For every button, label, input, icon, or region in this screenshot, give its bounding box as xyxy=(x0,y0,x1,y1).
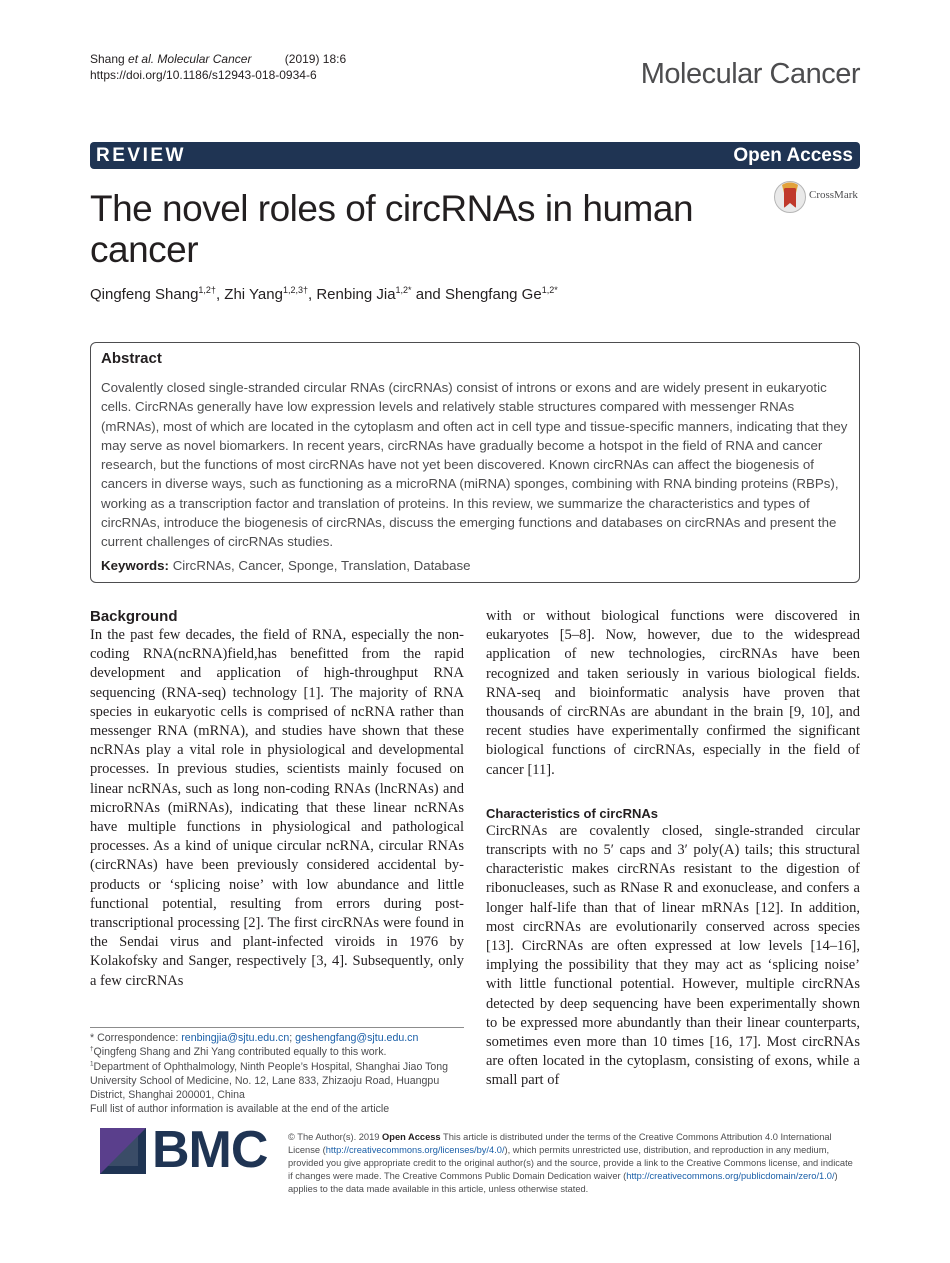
running-header xyxy=(90,51,346,83)
journal-name: Molecular Cancer xyxy=(640,58,860,90)
license-statement: © The Author(s). 2019 Open Access This article is distributed under the terms of the Creative Commons Attribution 4.0 International License (http://creativecommons.org/licenses/by/4.0/), which permits unrestricted use, distribution, and reproduction in any medium, provided you give appropriate credit to the original author(s) and the source, provide a link to the Creative Commons license, and indicate if changes were made. The Creative Commons Public Domain Dedication waiver (http://creativecommons.org/publicdomain/zero/1.0/) applies to the data made available in this article, unless otherwise stated. xyxy=(288,1132,853,1194)
subsection-heading-characteristics: Characteristics of circRNAs xyxy=(486,805,658,821)
full-author-info-note: Full list of author information is available at the end of the article xyxy=(90,1103,390,1116)
email-link-2[interactable]: geshengfang@sjtu.edu.cn xyxy=(295,1032,419,1044)
crossmark-label: CrossMark xyxy=(809,189,858,201)
equal-contribution-note: †Qingfeng Shang and Zhi Yang contributed equally to this work. xyxy=(90,1045,387,1059)
footnotes xyxy=(90,1031,464,1117)
abstract-box xyxy=(90,342,860,583)
cc-zero-link[interactable]: http://creativecommons.org/publicdomain/zero/1.0/ xyxy=(626,1170,835,1181)
author[interactable]: Shengfang $Ge^{1,2*}$ xyxy=(444,285,558,303)
left-column xyxy=(90,607,464,991)
header-doi[interactable]: https://doi.org/10.1186/s12943-018-0934-6 xyxy=(90,68,317,82)
cc-by-link[interactable]: http://creativecommons.org/licenses/by/4.0/ xyxy=(325,1144,505,1155)
abstract-text: Covalently closed single-stranded circular RNAs (circRNAs) consist of introns or exons and are widely present in eukaryotic cells. CircRNAs generally have low expression levels and relatively stable structures compared with messenger RNAs (mRNAs), most of which are located in the cytoplasm and often act in cell type and tissue-specific manners, indicating that they may serve as novel biomarkers. In recent years, circRNAs have gradually become a hotspot in the field of RNA and cancer research, but the functions of most circRNAs have not yet been discovered. Known circRNAs can affect the biogenesis of cancers in diverse ways, such as functioning as a microRNA (miRNA) sponges, combining with RNA binding proteins (RBPs), working as a transcription factor and translation of proteins. In this review, we summarize the characteristics and types of circRNAs, introduce the biogenesis of circRNAs, discuss the emerging functions and databases on circRNAs and present the current challenges of circRNAs studies. xyxy=(101,380,848,550)
background-paragraph-continued: with or without biological functions were discovered in eukaryotes [5–8]. Now, however, due to the widespread application of new technologies, circRNAs have been recognized and taken seriously in various biological fields. RNA-seq and bioinformatic analysis have proven that thousands of circRNAs are abundant in the brain [9, 10], and recent studies have experimentally confirmed the significant biological functions of circRNAs, especially in the field of cancer [11]. xyxy=(486,608,860,778)
header-authors: Shang xyxy=(90,52,129,66)
right-column xyxy=(486,607,860,1091)
bmc-logo-icon xyxy=(100,1128,146,1174)
footnote-divider xyxy=(90,1027,464,1028)
bmc-logo-text: BMC xyxy=(152,1121,268,1179)
crossmark-icon xyxy=(773,180,807,214)
crossmark-badge[interactable] xyxy=(773,180,865,214)
header-year-volume: (2019) 18:6 xyxy=(284,52,347,66)
author[interactable]: Qingfeng Shang$^{1,2\dagger}$ xyxy=(90,285,216,303)
affiliation-note: $^1$Department of Ophthalmology, Ninth People’s Hospital, Shanghai Jiao Tong University School of Medicine, No. 12, Lane 833, Zhizaoju Road, Huangpu District, Shanghai 200001, China xyxy=(90,1060,449,1102)
abstract-heading: Abstract xyxy=(101,350,162,367)
article-title: The novel roles of circRNAs in human cancer xyxy=(90,188,694,270)
author[interactable]: Renbing Jia$^{1,2*}$ xyxy=(316,285,412,303)
bmc-logo xyxy=(100,1121,270,1179)
open-access-bold: Open Access xyxy=(382,1132,441,1142)
correspondence: * Correspondence: renbingjia@sjtu.edu.cn; geshengfang@sjtu.edu.cn xyxy=(90,1032,419,1044)
citation-line xyxy=(90,51,346,67)
author-list: Qingfeng Shang$^{1,2\dagger}$, Zhi Yang$^{1,2,3\dagger}$, Renbing Jia$^{1,2*}$ and Shengfang $Ge^{1,2*}$ xyxy=(90,285,558,303)
article-type-label: REVIEW xyxy=(96,145,186,166)
header-journal-italic: et al. Molecular Cancer xyxy=(128,52,252,66)
author[interactable]: Zhi Yang$^{1,2,3\dagger}$ xyxy=(224,285,308,303)
keywords-label: Keywords: xyxy=(101,558,169,573)
background-paragraph: In the past few decades, the field of RNA, especially the non-coding RNA(ncRNA)field,has benefitted from the rapid development and application of high-throughput RNA sequencing (RNA-seq) technology [1]. The majority of RNA species in eukaryotic cells is comprised of ncRNA rather than messenger RNA (mRNA), and studies have shown that these ncRNAs play a vital role in physiological and developmental processes. In previous studies, scientists mainly focused on linear ncRNAs, such as long non-coding RNAs (lncRNAs) and microRNAs (miRNAs), indicating that these linear ncRNAs have multiple functions in physiological and pathological processes. As a kind of unique circular ncRNA, circular RNAs (circRNAs) have been previously considered accidental by-products or ‘splicing noise’ with low abundance and little functional potential, resulting from errors during post-transcriptional processing [2]. The first circRNAs were found in the Sendai virus and plant-infected viroids in 1976 by Kolakofsky and Sanger, respectively [3, 4]. Subsequently, only a few circRNAs xyxy=(90,627,464,989)
keywords-list: CircRNAs, Cancer, Sponge, Translation, Database xyxy=(172,558,471,573)
section-heading-background: Background xyxy=(90,608,178,625)
keywords xyxy=(101,558,471,573)
open-access-label: Open Access xyxy=(733,145,853,166)
email-link-1[interactable]: renbingjia@sjtu.edu.cn xyxy=(181,1032,290,1044)
article-type-banner xyxy=(90,142,860,169)
characteristics-paragraph: CircRNAs are covalently closed, single-stranded circular transcripts with no 5′ caps and 3′ poly(A) tails; this structural characteristic makes circRNAs resistant to the digestion of ribonucleases, such as RNase R and exonuclease, and confers a longer half-life than that of linear mRNAs [12]. In addition, most circRNAs are evolutionarily conserved across species [13]. CircRNAs are often expressed at low levels [14–16], implying the possibility that they may act as ‘splicing noise’ with little functional potential. However, multiple circRNAs detected by deep sequencing have been experimentally shown to be expressed more abundantly than their linear counterparts, sometimes even more than 10 times [16, 17]. Most circRNAs are often located in the cytoplasm, consisting of exons, while a small part of xyxy=(486,822,860,1089)
